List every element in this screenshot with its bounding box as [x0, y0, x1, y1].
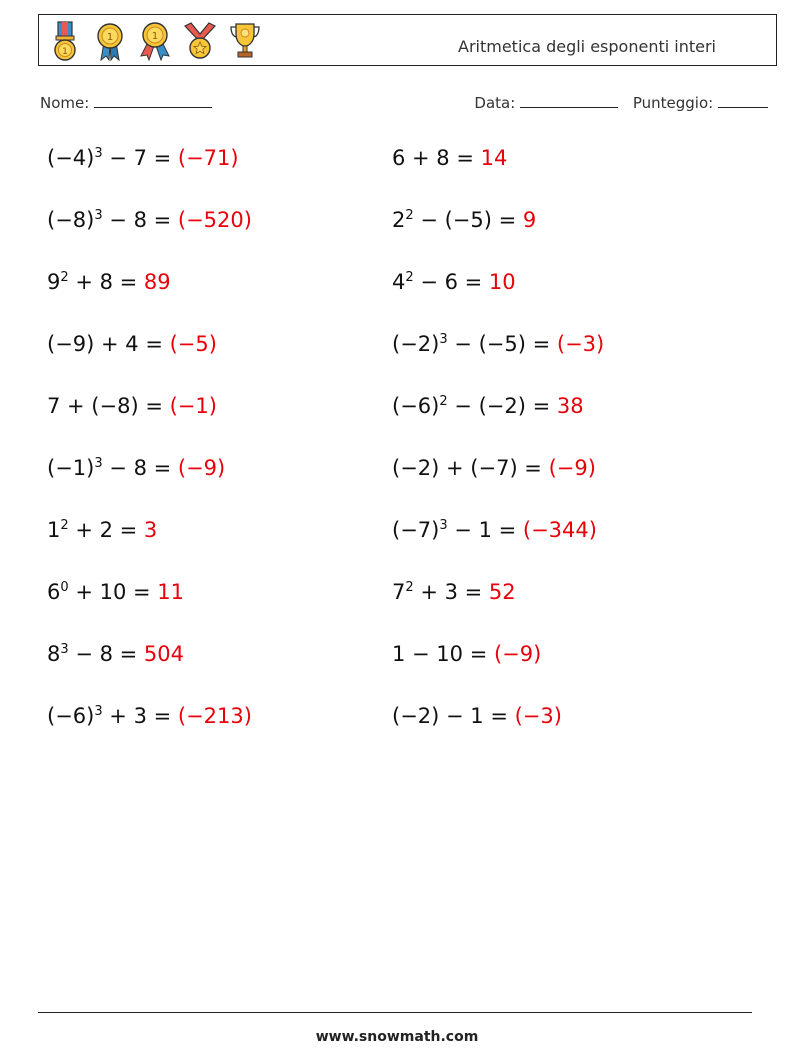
footer-divider	[38, 1012, 752, 1013]
answer: (−71)	[177, 146, 239, 170]
score-label: Punteggio:	[632, 94, 714, 112]
answer: (−9)	[548, 456, 596, 480]
exponent: 0	[60, 580, 69, 595]
worksheet-title: Aritmetica degli esponenti interi	[458, 37, 716, 56]
medal-ribbon-icon	[47, 20, 83, 62]
date-score-fields	[474, 94, 768, 112]
problem-expression: (−2) − 1 =	[392, 704, 515, 728]
problem-expression: (−1)	[47, 456, 95, 480]
exponent: 3	[94, 146, 103, 161]
problem-remainder: − 1 =	[447, 518, 523, 542]
problem-left-10	[47, 704, 252, 728]
problem-right-2	[392, 208, 536, 232]
problem-expression: (−6)	[47, 704, 95, 728]
answer: 3	[143, 518, 158, 542]
name-blank[interactable]	[94, 94, 212, 108]
problem-expression: (−6)	[392, 394, 440, 418]
answer: (−3)	[514, 704, 562, 728]
footer-url[interactable]: www.snowmath.com	[315, 1029, 479, 1045]
problem-expression: 7 + (−8) =	[47, 394, 170, 418]
problem-remainder: − (−5) =	[447, 332, 557, 356]
name-field[interactable]	[40, 94, 212, 112]
problem-remainder: + 10 =	[68, 580, 158, 604]
problem-expression: 9	[47, 270, 61, 294]
problem-right-9	[392, 642, 541, 666]
exponent: 2	[405, 208, 414, 223]
svg-text:1: 1	[62, 47, 68, 57]
problem-remainder: − (−2) =	[447, 394, 557, 418]
problem-left-1	[47, 146, 239, 170]
answer: 89	[143, 270, 171, 294]
problem-left-4	[47, 332, 217, 356]
worksheet-header	[38, 14, 777, 66]
problem-right-5	[392, 394, 584, 418]
problem-remainder: − 7 =	[102, 146, 178, 170]
problem-remainder: + 3 =	[413, 580, 489, 604]
problem-remainder: − 8 =	[102, 208, 178, 232]
exponent: 3	[439, 332, 448, 347]
svg-text:1: 1	[106, 32, 114, 43]
exponent: 3	[60, 642, 69, 657]
problem-right-8	[392, 580, 516, 604]
problem-remainder: − 8 =	[68, 642, 144, 666]
problem-right-6	[392, 456, 596, 480]
problem-expression: (−8)	[47, 208, 95, 232]
answer: 504	[143, 642, 185, 666]
problem-remainder: − 6 =	[413, 270, 489, 294]
problem-expression: 6	[47, 580, 61, 604]
exponent: 2	[439, 394, 448, 409]
problem-expression: 1	[47, 518, 61, 542]
answer: (−213)	[177, 704, 252, 728]
exponent: 3	[94, 704, 103, 719]
problem-expression: 8	[47, 642, 61, 666]
header-icons	[47, 20, 263, 62]
problem-left-6	[47, 456, 225, 480]
problem-right-10	[392, 704, 562, 728]
svg-text:1: 1	[151, 31, 159, 42]
problem-remainder: + 8 =	[68, 270, 144, 294]
problem-expression: 2	[392, 208, 406, 232]
problem-left-5	[47, 394, 217, 418]
problem-left-9	[47, 642, 184, 666]
problem-expression: (−4)	[47, 146, 95, 170]
medal-star-icon	[182, 20, 218, 62]
problem-remainder: + 2 =	[68, 518, 144, 542]
problem-left-8	[47, 580, 184, 604]
problem-right-4	[392, 332, 604, 356]
problem-expression: 1 − 10 =	[392, 642, 494, 666]
problem-remainder: − (−5) =	[413, 208, 523, 232]
date-label: Data:	[474, 94, 516, 112]
problem-expression: (−9) + 4 =	[47, 332, 170, 356]
answer: 14	[480, 146, 508, 170]
trophy-icon	[227, 20, 263, 62]
score-blank[interactable]	[718, 94, 768, 108]
medal-award-icon	[137, 20, 173, 62]
problem-right-7	[392, 518, 597, 542]
problem-expression: (−2) + (−7) =	[392, 456, 549, 480]
name-label: Nome:	[40, 94, 90, 112]
exponent: 2	[405, 270, 414, 285]
answer: (−9)	[493, 642, 542, 666]
problem-expression: 6 + 8 =	[392, 146, 481, 170]
problem-expression: 4	[392, 270, 406, 294]
problem-expression: (−7)	[392, 518, 440, 542]
exponent: 2	[405, 580, 414, 595]
medal-rosette-icon	[92, 20, 128, 62]
answer: 38	[556, 394, 584, 418]
exponent: 2	[60, 518, 69, 533]
answer: 9	[522, 208, 537, 232]
answer: (−520)	[177, 208, 252, 232]
answer: (−1)	[169, 394, 217, 418]
answer: (−344)	[522, 518, 597, 542]
problem-left-3	[47, 270, 171, 294]
problem-left-7	[47, 518, 157, 542]
problem-right-1	[392, 146, 507, 170]
answer: 10	[488, 270, 516, 294]
exponent: 3	[94, 456, 103, 471]
date-blank[interactable]	[520, 94, 618, 108]
answer: 52	[488, 580, 516, 604]
answer: (−3)	[556, 332, 605, 356]
problem-remainder: + 3 =	[102, 704, 178, 728]
exponent: 3	[94, 208, 103, 223]
problem-expression: 7	[392, 580, 406, 604]
problem-left-2	[47, 208, 252, 232]
answer: (−5)	[169, 332, 217, 356]
answer: (−9)	[177, 456, 226, 480]
exponent: 2	[60, 270, 69, 285]
problem-remainder: − 8 =	[102, 456, 178, 480]
problem-right-3	[392, 270, 516, 294]
answer: 11	[157, 580, 185, 604]
problem-expression: (−2)	[392, 332, 440, 356]
exponent: 3	[439, 518, 448, 533]
